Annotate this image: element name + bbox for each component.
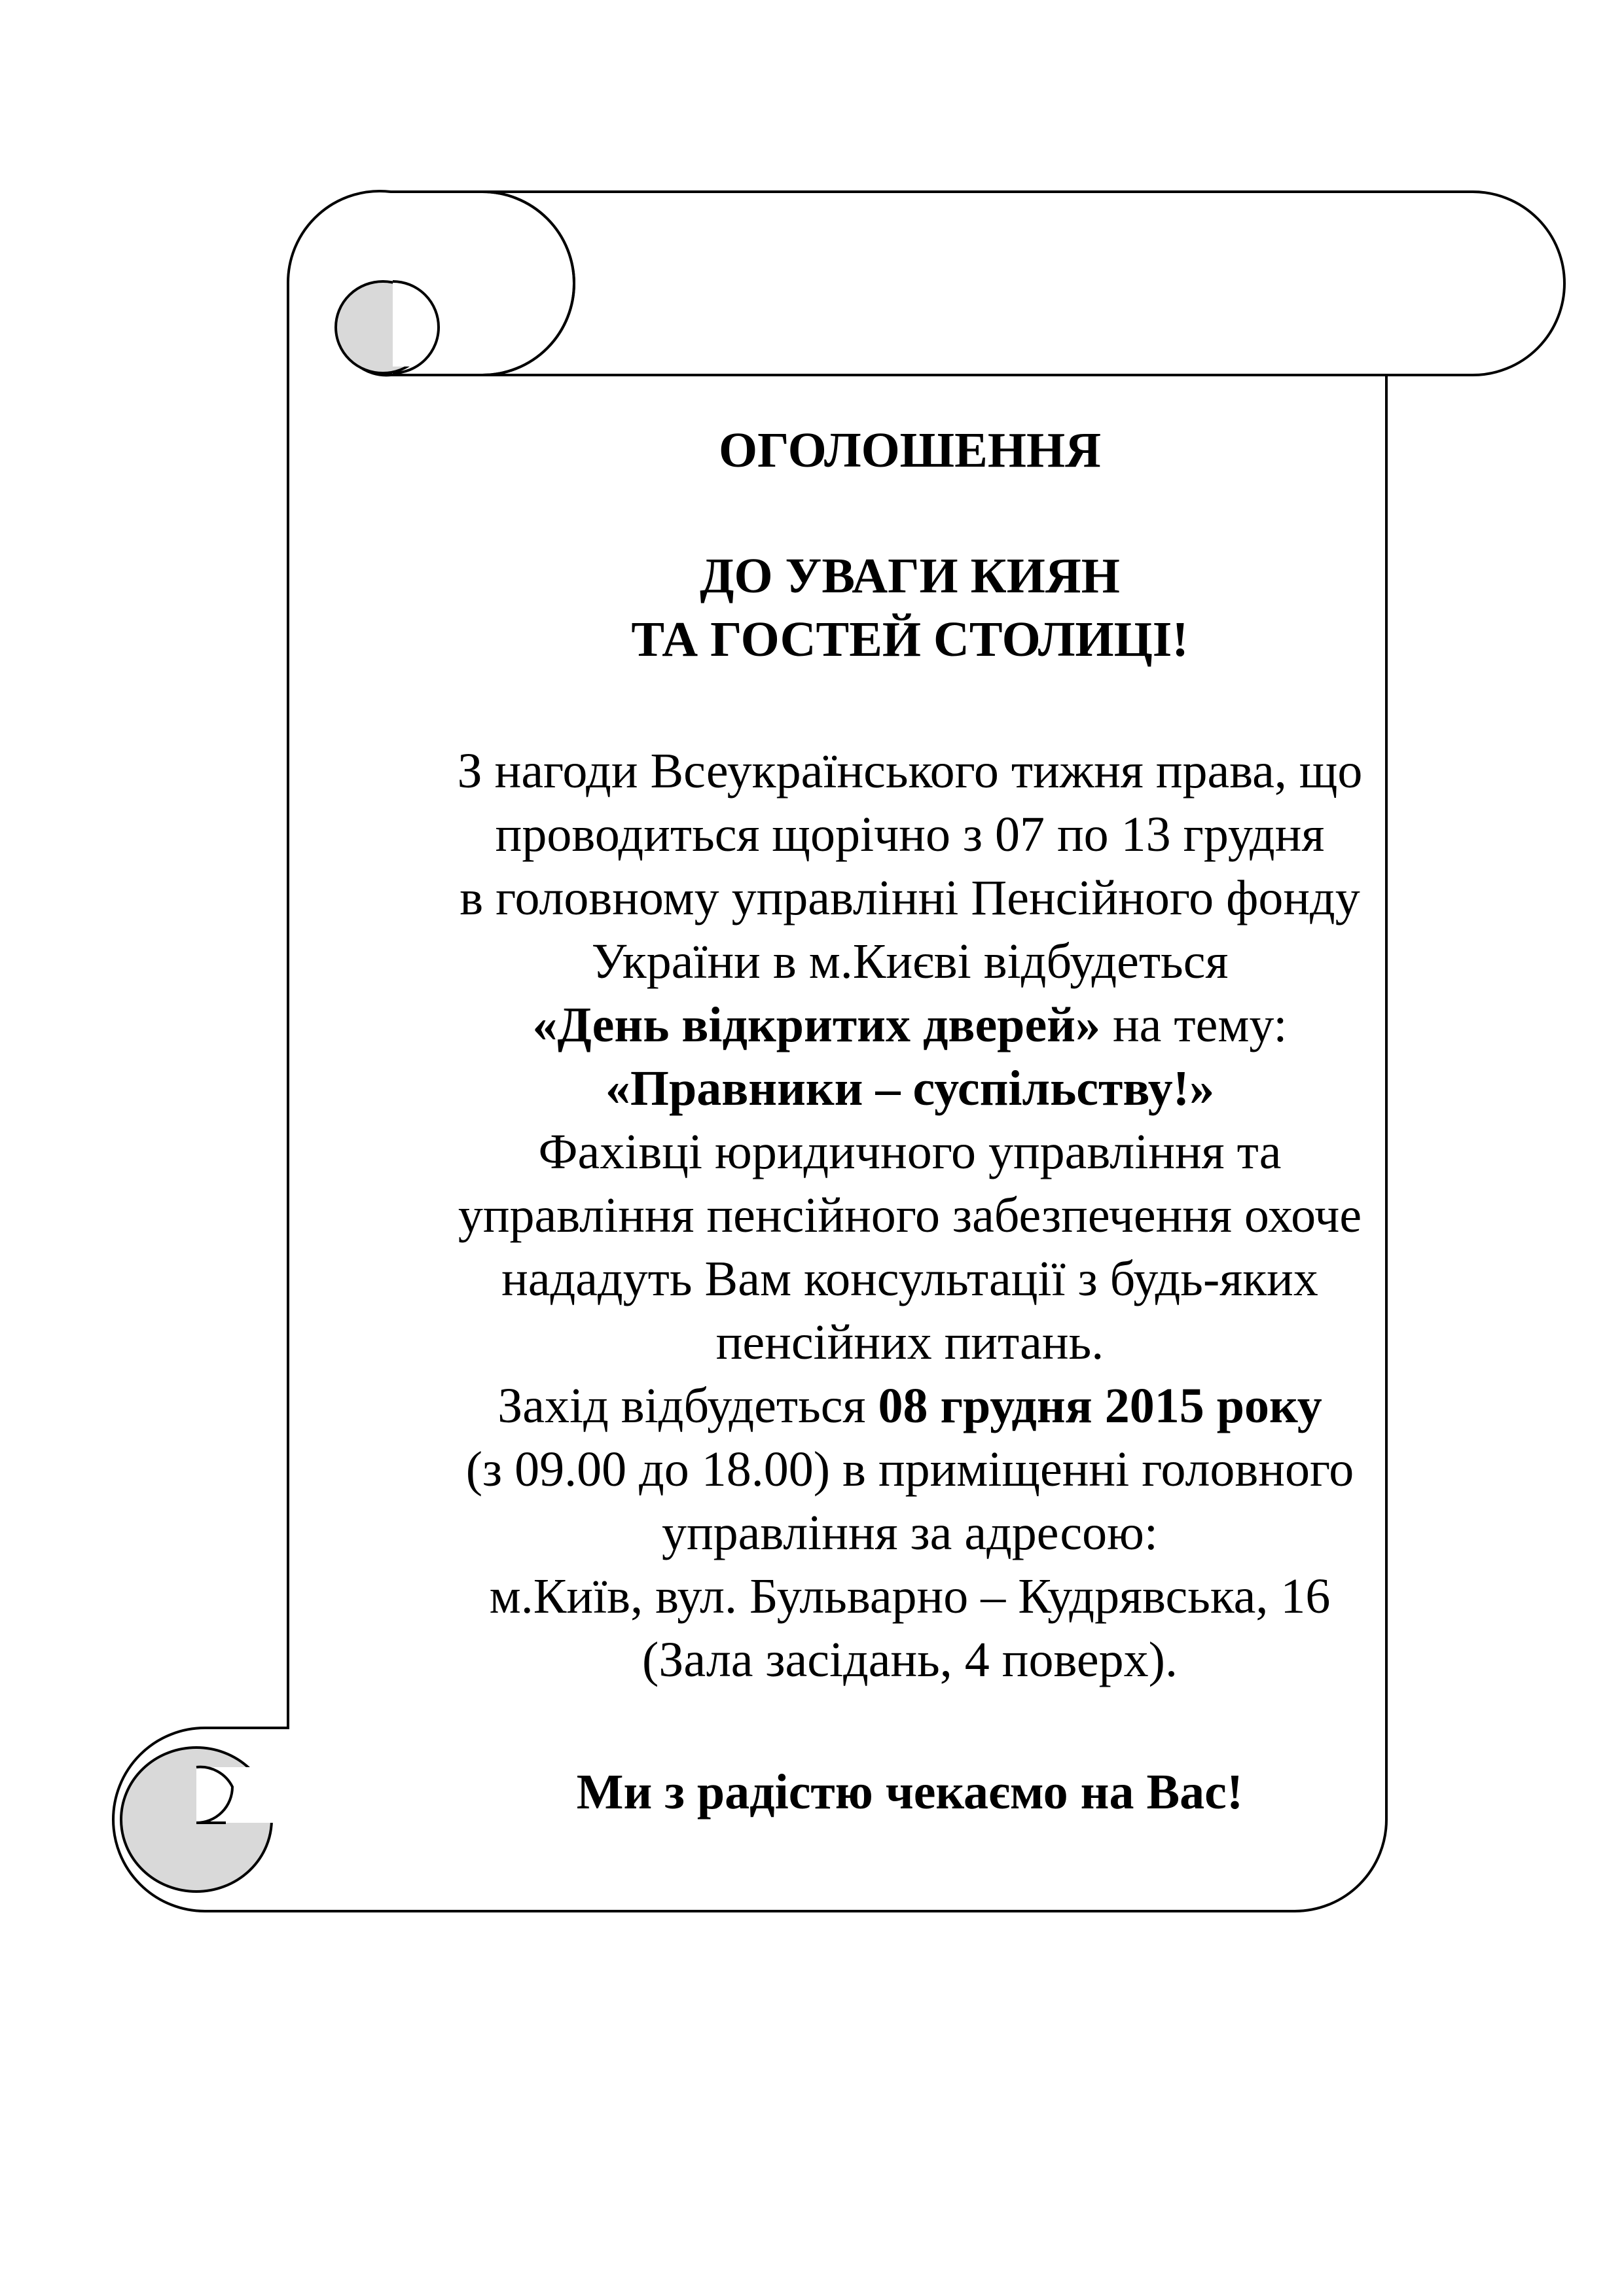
body-line-1: З нагоди Всеукраїнського тижня права, що	[457, 744, 1363, 798]
event-date: 08 грудня 2015 року	[878, 1378, 1322, 1433]
closing-line: Ми з радістю чекаємо на Вас!	[576, 1765, 1244, 1820]
body-line-5	[288, 994, 1532, 1057]
body-line-11	[288, 1374, 1532, 1438]
announcement-title: ОГОЛОШЕННЯ	[719, 423, 1101, 478]
body-line-8: управління пенсійного забезпечення охоче	[458, 1188, 1362, 1243]
body-line-10: пенсійних питань.	[715, 1315, 1104, 1370]
body-line-7: Фахівці юридичного управління та	[538, 1124, 1282, 1179]
date-prefix: Захід відбудеться	[497, 1378, 878, 1433]
body-line-9: нададуть Вам консультації з будь-яких	[501, 1251, 1318, 1306]
event-theme: «Правники – суспільству!»	[605, 1061, 1215, 1116]
event-room: (Зала засідань, 4 поверх).	[642, 1632, 1178, 1687]
body-line-12: (з 09.00 до 18.00) в приміщенні головного	[465, 1442, 1354, 1497]
heading-line-1: ДО УВАГИ КИЯН	[700, 548, 1120, 603]
heading-line-2: ТА ГОСТЕЙ СТОЛИЦІ!	[631, 612, 1189, 667]
event-name: «День відкритих дверей»	[532, 997, 1100, 1052]
event-suffix: на тему:	[1100, 997, 1288, 1052]
body-line-13: управління за адресою:	[661, 1505, 1159, 1560]
body-line-3: в головному управлінні Пенсійного фонду	[460, 870, 1360, 925]
event-address: м.Київ, вул. Бульварно – Кудрявська, 16	[489, 1569, 1331, 1624]
bottom-left-curl-cover	[196, 1767, 275, 1823]
body-line-4: України в м.Києві відбудеться	[591, 934, 1229, 989]
body-line-2: проводиться щорічно з 07 по 13 грудня	[495, 807, 1325, 862]
